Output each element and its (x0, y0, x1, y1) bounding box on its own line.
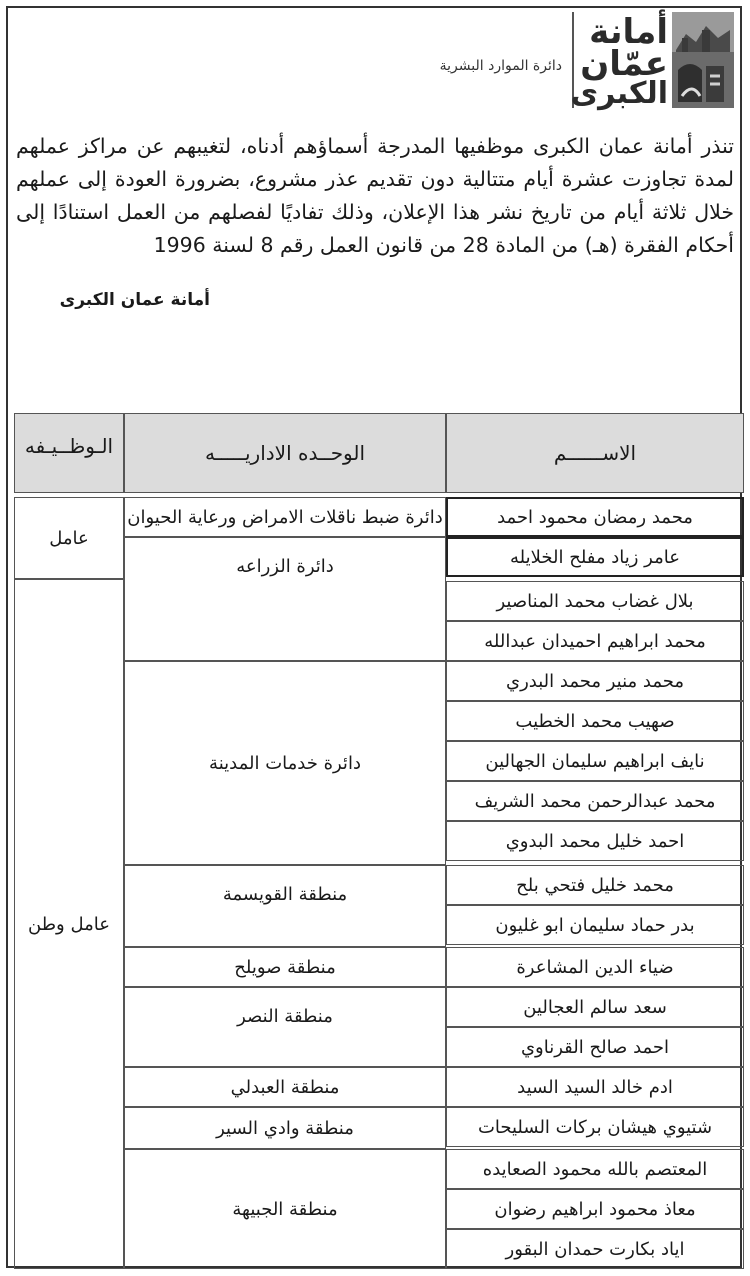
unit-cell: منطقة القويسمة (124, 865, 446, 947)
name-cell: بلال غضاب محمد المناصير (446, 581, 744, 621)
unit-cell: دائرة ضبط ناقلات الامراض ورعاية الحيوان (124, 497, 446, 537)
header-unit: الوحــده الاداريـــــه (124, 413, 446, 493)
unit-cell: منطقة العبدلي (124, 1067, 446, 1107)
header-name: الاســــــم (446, 413, 744, 493)
amman-logo (572, 8, 734, 112)
logo-text-line-3: الكبرى (570, 76, 668, 111)
job-cell: عامل وطن (14, 579, 124, 1269)
name-cell: معاذ محمود ابراهيم رضوان (446, 1189, 744, 1229)
name-cell: محمد ابراهيم احميدان عبدالله (446, 621, 744, 661)
unit-cell: منطقة النصر (124, 987, 446, 1067)
name-cell: المعتصم بالله محمود الصعايده (446, 1149, 744, 1189)
unit-cell: دائرة خدمات المدينة (124, 661, 446, 865)
name-cell: احمد خليل محمد البدوي (446, 821, 744, 861)
amman-emblem-icon (672, 12, 734, 108)
name-cell: بدر حماد سليمان ابو غليون (446, 905, 744, 945)
name-cell: محمد منير محمد البدري (446, 661, 744, 701)
notice-body: تنذر أمانة عمان الكبرى موظفيها المدرجة أسماؤهم أدناه، لتغيبهم عن مراكز عملهم لمدة تجاوزت عشرة أيام متتالية دون تقديم عذر مشروع، بضرورة العودة إلى عملهم خلال ثلاثة أيام من تاريخ نشر هذا الإعلان، وذلك تفاديًا لفصلهم من العمل استنادًا إلى أحكام الفقرة (هـ) من المادة 28 من قانون العمل رقم 8 لسنة 1996 (16, 134, 734, 257)
name-cell: محمد خليل فتحي بلح (446, 865, 744, 905)
header-job: الـوظــيـفه (14, 413, 124, 493)
header (0, 0, 750, 120)
name-cell: سعد سالم العجالين (446, 987, 744, 1027)
unit-cell: منطقة الجبيهة (124, 1149, 446, 1269)
name-cell: احمد صالح القرناوي (446, 1027, 744, 1067)
signature: أمانة عمان الكبرى (59, 290, 210, 310)
name-cell: محمد رمضان محمود احمد (446, 497, 744, 537)
name-cell: عامر زياد مفلح الخلايله (446, 537, 744, 577)
name-cell: محمد عبدالرحمن محمد الشريف (446, 781, 744, 821)
unit-cell: دائرة الزراعه (124, 537, 446, 661)
unit-cell: منطقة صويلح (124, 947, 446, 987)
department-label: دائرة الموارد البشرية (439, 58, 562, 74)
employees-table (14, 413, 744, 1265)
job-cell: عامل (14, 497, 124, 579)
unit-cell: منطقة وادي السير (124, 1107, 446, 1149)
logo-text-line-2: عمّان (580, 44, 668, 84)
name-cell: اياد بكارت حمدان البقور (446, 1229, 744, 1269)
logo-text-line-1: أمانة (589, 12, 668, 52)
name-cell: ضياء الدين المشاعرة (446, 947, 744, 987)
name-cell: نايف ابراهيم سليمان الجهالين (446, 741, 744, 781)
name-cell: ادم خالد السيد السيد (446, 1067, 744, 1107)
name-cell: شتيوي هيشان بركات السليحات (446, 1107, 744, 1147)
name-cell: صهيب محمد الخطيب (446, 701, 744, 741)
